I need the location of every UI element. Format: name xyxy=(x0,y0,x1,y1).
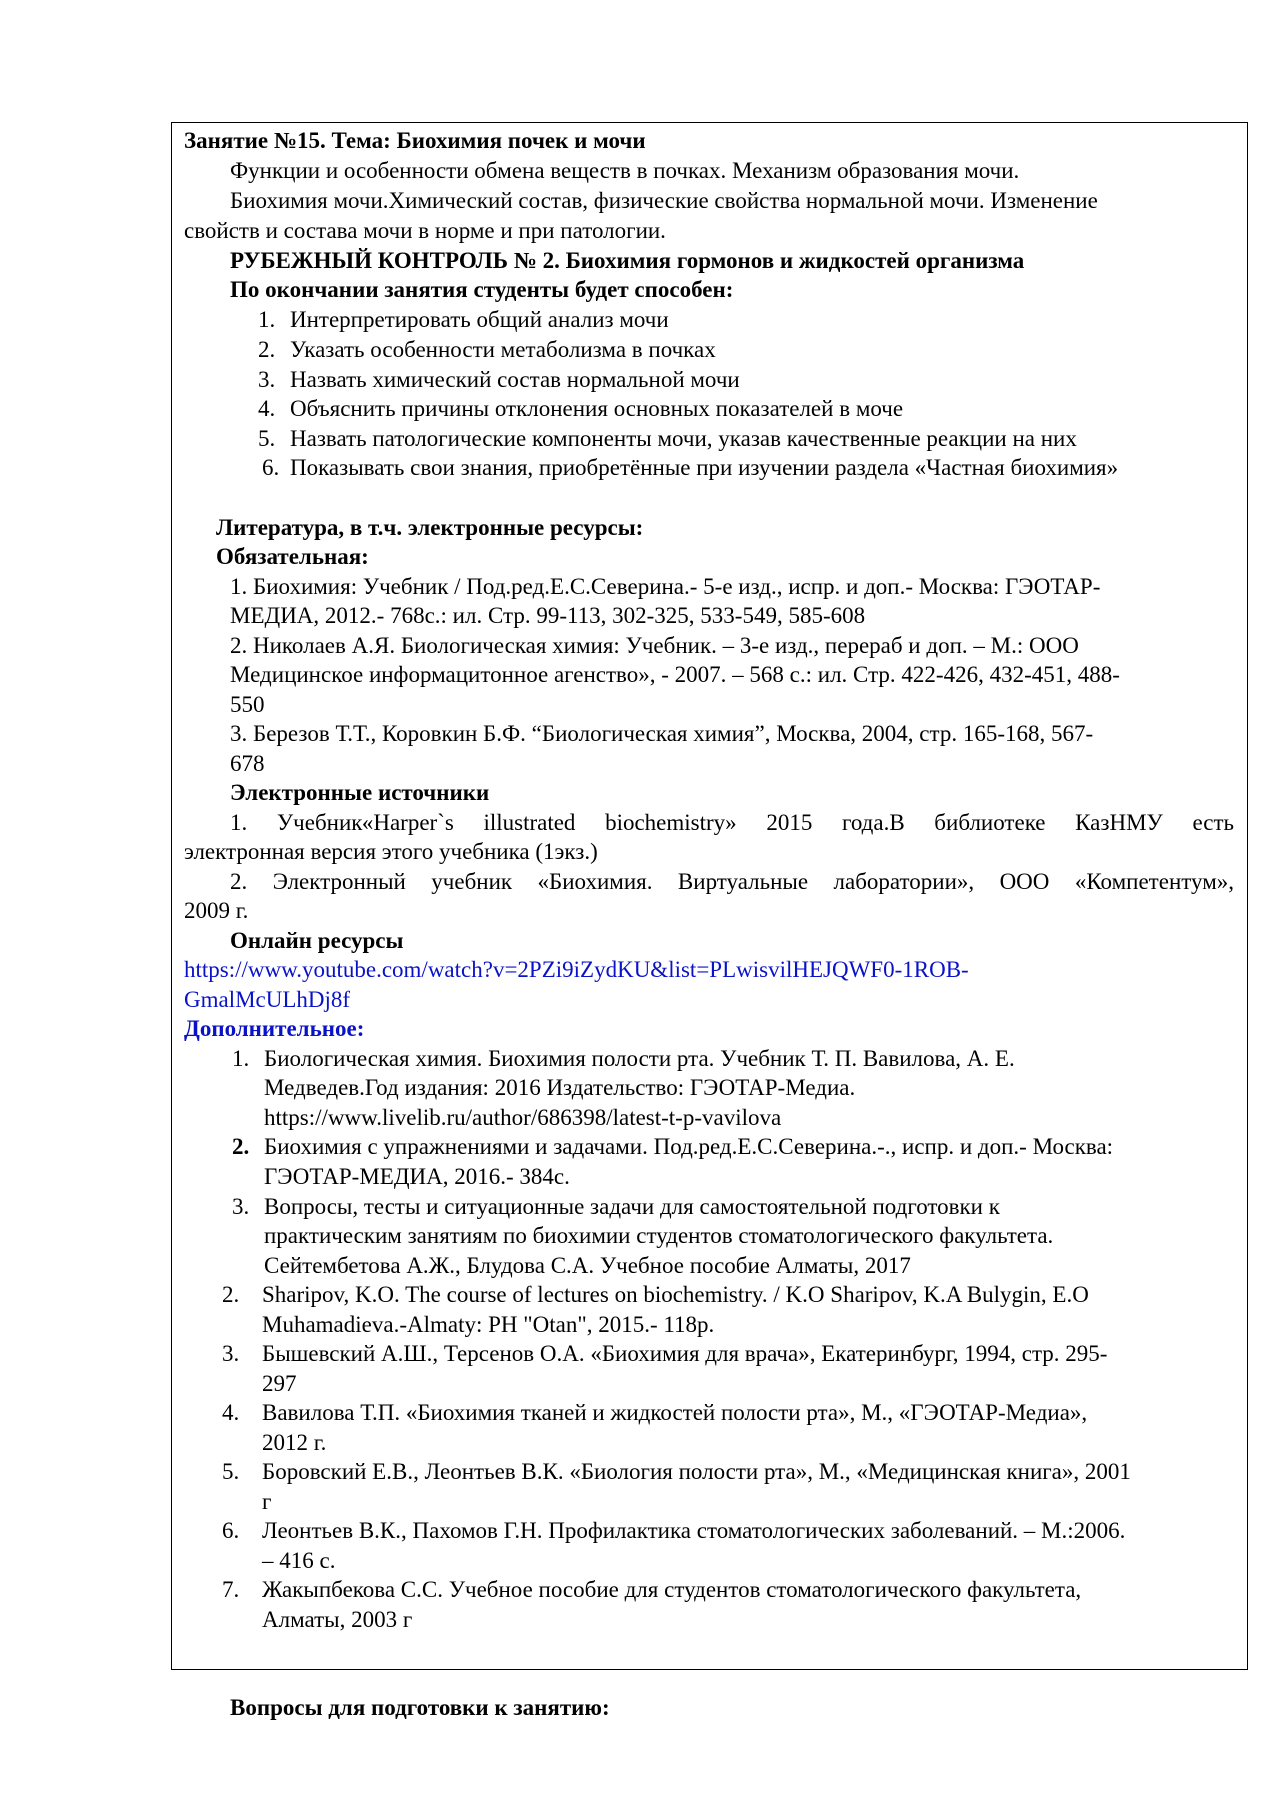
outcome-number: 6. xyxy=(262,455,280,480)
outcome-number: 3. xyxy=(258,367,276,392)
additional-item-cont[interactable]: https://www.livelib.ru/author/686398/latest-t-p-vavilova xyxy=(264,1105,782,1130)
outcome-item: Назвать патологические компоненты мочи, указав качественные реакции на них xyxy=(290,426,1077,451)
online-resource-link-cont[interactable]: GmalMcULhDj8f xyxy=(184,987,351,1012)
electronic-heading: Электронные источники xyxy=(230,780,490,805)
online-heading: Онлайн ресурсы xyxy=(230,928,404,953)
intro-paragraph-2: Биохимия мочи.Химический состав, физические свойства нормальной мочи. Изменение xyxy=(230,188,1098,213)
outcomes-heading: По окончании занятия студенты будет способен: xyxy=(230,277,734,302)
outcome-number: 1. xyxy=(258,307,276,332)
required-item-1: 1. Биохимия: Учебник / Под.ред.Е.С.Северина.- 5-е изд., испр. и доп.- Москва: ГЭОТАР- xyxy=(230,574,1101,599)
additional-number: 3. xyxy=(222,1341,240,1366)
required-item-2: 2. Николаев А.Я. Биологическая химия: Учебник. – 3-е изд., перераб и доп. – М.: ООО xyxy=(230,633,1079,658)
additional-number: 5. xyxy=(222,1459,240,1484)
additional-item: Вавилова Т.П. «Биохимия тканей и жидкостей полости рта», М., «ГЭОТАР-Медиа», xyxy=(262,1400,1088,1425)
questions-heading: Вопросы для подготовки к занятию: xyxy=(230,1695,610,1720)
additional-heading: Дополнительное: xyxy=(184,1016,365,1041)
additional-item-cont: 2012 г. xyxy=(262,1430,327,1455)
electronic-item-1-cont: электронная версия этого учебника (1экз.) xyxy=(184,839,598,864)
lesson-title: Занятие №15. Тема: Биохимия почек и мочи xyxy=(184,128,646,153)
electronic-item-2: 2. Электронный учебник «Биохимия. Виртуальные лаборатории», ООО «Компетентум», xyxy=(230,869,1234,894)
additional-number: 2. xyxy=(232,1134,250,1159)
control-heading: РУБЕЖНЫЙ КОНТРОЛЬ № 2. Биохимия гормонов и жидкостей организма xyxy=(230,248,1025,273)
required-item-1-cont: МЕДИА, 2012.- 768с.: ил. Стр. 99-113, 302-325, 533-549, 585-608 xyxy=(230,603,866,628)
additional-item-cont: Сейтембетова А.Ж., Блудова С.А. Учебное пособие Алматы, 2017 xyxy=(264,1253,911,1278)
additional-item: Боровский Е.В., Леонтьев В.К. «Биология полости рта», М., «Медицинская книга», 2001 xyxy=(262,1459,1131,1484)
additional-item: Вопросы, тесты и ситуационные задачи для самостоятельной подготовки к xyxy=(264,1194,1000,1219)
additional-number: 2. xyxy=(222,1282,240,1307)
required-item-3-cont: 678 xyxy=(230,751,265,776)
online-resource-link[interactable]: https://www.youtube.com/watch?v=2PZi9iZydKU&list=PLwisvilHEJQWF0-1ROB- xyxy=(184,957,969,982)
outcome-item: Назвать химический состав нормальной мочи xyxy=(290,367,740,392)
additional-item: Бышевский А.Ш., Терсенов О.А. «Биохимия для врача», Екатеринбург, 1994, стр. 295- xyxy=(262,1341,1108,1366)
additional-number: 4. xyxy=(222,1400,240,1425)
required-item-2-cont: Медицинское информацитонное агенство», - 2007. – 568 с.: ил. Стр. 422-426, 432-451, 488- xyxy=(230,662,1120,687)
intro-paragraph-1: Функции и особенности обмена веществ в почках. Механизм образования мочи. xyxy=(230,158,1020,183)
electronic-item-2-cont: 2009 г. xyxy=(184,898,249,923)
literature-heading: Литература, в т.ч. электронные ресурсы: xyxy=(216,515,644,540)
additional-number: 3. xyxy=(232,1194,250,1219)
additional-number: 1. xyxy=(232,1046,250,1071)
electronic-item-1: 1. Учебник«Harper`s illustrated biochemistry» 2015 года.В библиотеке КазНМУ есть xyxy=(230,810,1234,835)
additional-item: Жакыпбекова С.С. Учебное пособие для студентов стоматологического факультета, xyxy=(262,1577,1082,1602)
outcome-number: 4. xyxy=(258,396,276,421)
intro-paragraph-2-cont: свойств и состава мочи в норме и при патологии. xyxy=(184,218,666,243)
additional-number: 7. xyxy=(222,1577,240,1602)
additional-item: Леонтьев В.К., Пахомов Г.Н. Профилактика стоматологических заболеваний. – М.:2006. xyxy=(262,1518,1126,1543)
additional-item-cont: г xyxy=(262,1489,272,1514)
outcome-number: 5. xyxy=(258,426,276,451)
required-item-3: 3. Березов Т.Т., Коровкин Б.Ф. “Биологическая химия”, Москва, 2004, стр. 165-168, 567- xyxy=(230,721,1094,746)
additional-item: Биологическая химия. Биохимия полости рта. Учебник Т. П. Вавилова, А. Е. xyxy=(264,1046,1015,1071)
additional-item-cont: практическим занятиям по биохимии студентов стоматологического факультета. xyxy=(264,1223,1054,1248)
additional-item: Биохимия с упражнениями и задачами. Под.ред.Е.С.Северина.-., испр. и доп.- Москва: xyxy=(264,1134,1114,1159)
additional-number: 6. xyxy=(222,1518,240,1543)
additional-item-cont: – 416 с. xyxy=(262,1548,336,1573)
additional-item-cont: ГЭОТАР-МЕДИА, 2016.- 384с. xyxy=(264,1164,570,1189)
outcome-item: Указать особенности метаболизма в почках xyxy=(290,337,716,362)
additional-item-cont: 297 xyxy=(262,1371,297,1396)
outcome-number: 2. xyxy=(258,337,276,362)
required-item-2-cont: 550 xyxy=(230,692,265,717)
outcome-item: Показывать свои знания, приобретённые при изучении раздела «Частная биохимия» xyxy=(290,455,1119,480)
required-heading: Обязательная: xyxy=(216,544,369,569)
outcome-item: Интерпретировать общий анализ мочи xyxy=(290,307,669,332)
outcome-item: Объяснить причины отклонения основных показателей в моче xyxy=(290,396,904,421)
additional-item-cont: Алматы, 2003 г xyxy=(262,1607,413,1632)
additional-item-cont: Muhamadieva.-Almaty: PH "Otan", 2015.- 118p. xyxy=(262,1312,715,1337)
additional-item-cont: Медведев.Год издания: 2016 Издательство: ГЭОТАР-Медиа. xyxy=(264,1075,856,1100)
additional-item: Sharipov, K.O. The course of lectures on biochemistry. / K.O Sharipov, K.A Bulygin, E.O xyxy=(262,1282,1089,1307)
